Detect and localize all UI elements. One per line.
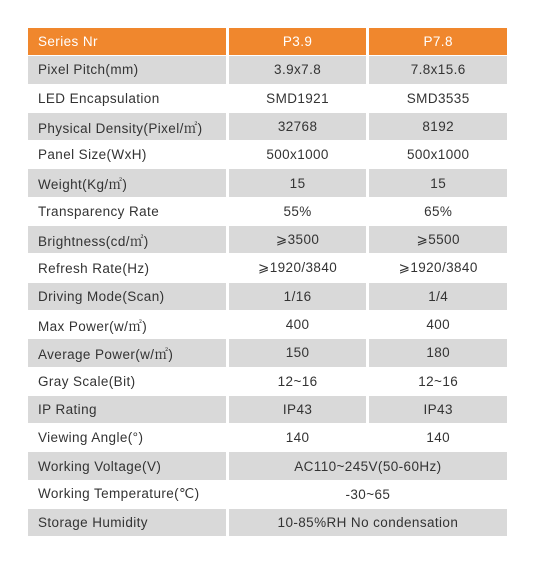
- table-row: [28, 254, 507, 282]
- table-row: [28, 283, 507, 311]
- row-value-p78: 8192: [366, 113, 507, 141]
- row-value-merged: -30~65: [226, 481, 507, 509]
- table-row: [28, 56, 507, 84]
- table-row: [28, 396, 507, 424]
- row-value-p39: 140: [226, 424, 367, 452]
- row-value-p78: 1/4: [366, 283, 507, 311]
- row-label: Storage Humidity: [28, 509, 226, 537]
- table-row: [28, 424, 507, 452]
- row-value-p78: ⩾1920/3840: [366, 254, 507, 282]
- row-value-p39: 1/16: [226, 283, 367, 311]
- row-label: Panel Size(WxH): [28, 141, 226, 169]
- row-value-p39: 32768: [226, 113, 367, 141]
- row-label: Working Temperature(℃): [28, 481, 226, 509]
- row-label: Average Power(w/㎡): [28, 339, 226, 367]
- row-value-p39: 55%: [226, 198, 367, 226]
- row-value-p39: ⩾3500: [226, 226, 367, 254]
- row-value-p39: 12~16: [226, 368, 367, 396]
- table-row: [28, 339, 507, 367]
- spec-table: [28, 28, 507, 537]
- row-label: Physical Density(Pixel/㎡): [28, 113, 226, 141]
- row-value-p78: 15: [366, 169, 507, 197]
- row-value-p39: IP43: [226, 396, 367, 424]
- row-label: LED Encapsulation: [28, 85, 226, 113]
- row-label: Viewing Angle(°): [28, 424, 226, 452]
- row-label: Driving Mode(Scan): [28, 283, 226, 311]
- row-value-merged: 10-85%RH No condensation: [226, 509, 507, 537]
- header-row: [28, 28, 507, 56]
- row-value-p78: SMD3535: [366, 85, 507, 113]
- row-label: Weight(Kg/㎡): [28, 169, 226, 197]
- row-value-p39: 500x1000: [226, 141, 367, 169]
- table-row: [28, 113, 507, 141]
- row-value-p78: 7.8x15.6: [366, 56, 507, 84]
- row-label: Pixel Pitch(mm): [28, 56, 226, 84]
- row-label: Refresh Rate(Hz): [28, 254, 226, 282]
- table-row: [28, 368, 507, 396]
- row-value-p39: 400: [226, 311, 367, 339]
- row-label: Transparency Rate: [28, 198, 226, 226]
- header-model-p78: P7.8: [366, 28, 507, 56]
- table-row: [28, 85, 507, 113]
- row-value-p78: 12~16: [366, 368, 507, 396]
- row-value-p39: 3.9x7.8: [226, 56, 367, 84]
- row-value-merged: AC110~245V(50-60Hz): [226, 452, 507, 480]
- header-series-label: Series Nr: [28, 28, 226, 56]
- row-value-p78: 500x1000: [366, 141, 507, 169]
- row-value-p78: IP43: [366, 396, 507, 424]
- row-value-p39: 15: [226, 169, 367, 197]
- header-model-p39: P3.9: [226, 28, 367, 56]
- row-label: IP Rating: [28, 396, 226, 424]
- row-value-p39: 150: [226, 339, 367, 367]
- table-row: [28, 169, 507, 197]
- row-label: Brightness(cd/㎡): [28, 226, 226, 254]
- table-row: [28, 311, 507, 339]
- table-row: [28, 452, 507, 480]
- row-label: Working Voltage(V): [28, 452, 226, 480]
- row-value-p78: 140: [366, 424, 507, 452]
- row-label: Max Power(w/㎡): [28, 311, 226, 339]
- row-value-p39: ⩾1920/3840: [226, 254, 367, 282]
- table-row: [28, 509, 507, 537]
- row-value-p78: 400: [366, 311, 507, 339]
- row-value-p78: ⩾5500: [366, 226, 507, 254]
- row-value-p78: 65%: [366, 198, 507, 226]
- table-row: [28, 198, 507, 226]
- table-row: [28, 226, 507, 254]
- row-value-p78: 180: [366, 339, 507, 367]
- row-value-p39: SMD1921: [226, 85, 367, 113]
- table-row: [28, 481, 507, 509]
- row-label: Gray Scale(Bit): [28, 368, 226, 396]
- table-row: [28, 141, 507, 169]
